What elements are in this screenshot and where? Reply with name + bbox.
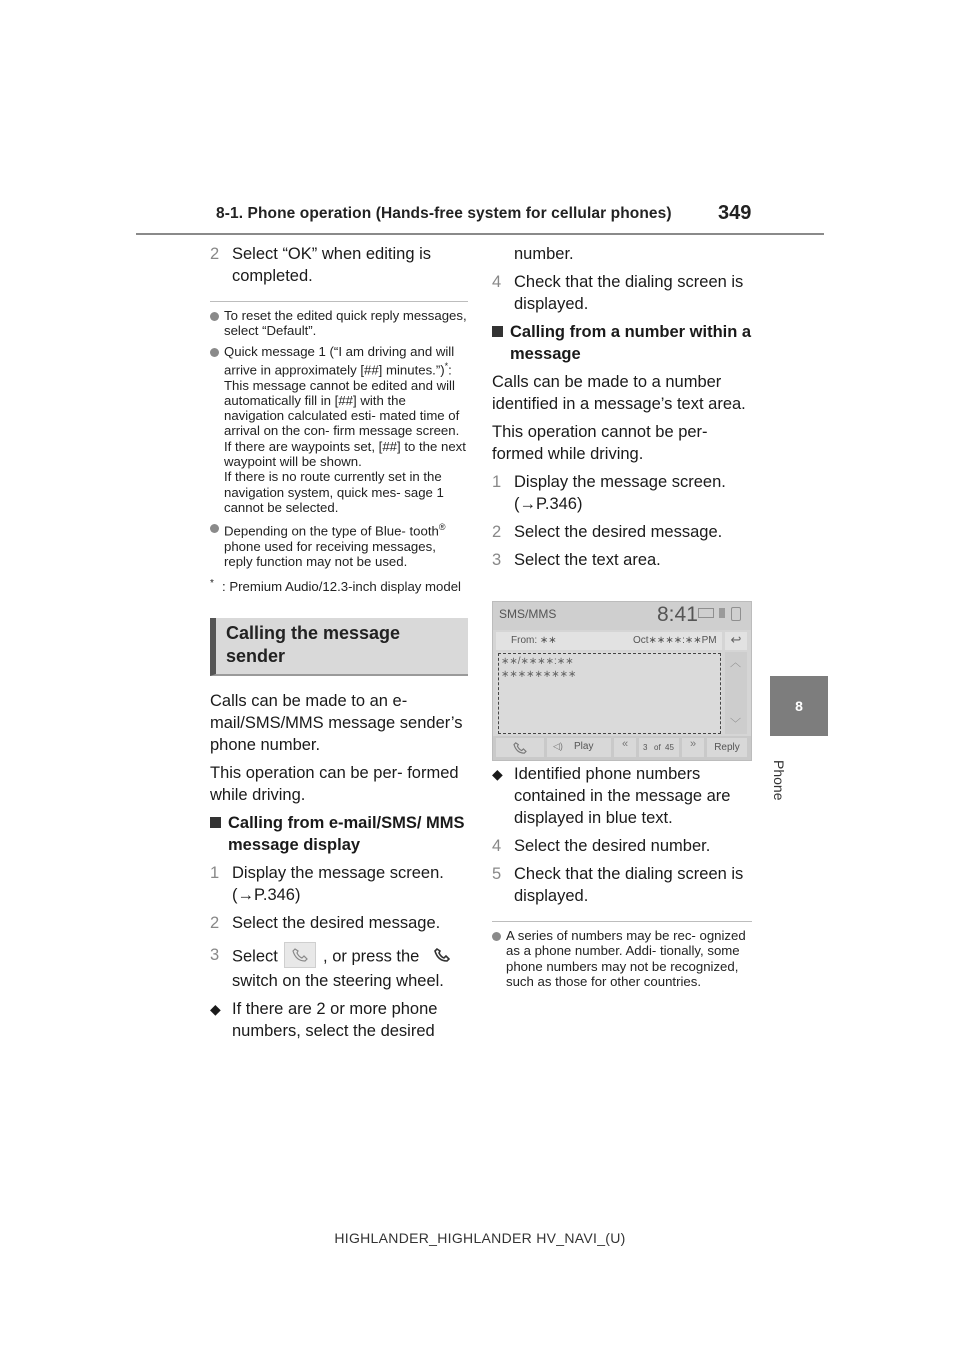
screen-time: 8:41 [657, 603, 698, 626]
notes-rule [492, 921, 752, 922]
footnote: * : Premium Audio/12.3-inch display model [210, 577, 461, 594]
previous-message-icon[interactable]: « [614, 738, 636, 757]
paragraph: This operation can be per- formed while driving. [210, 763, 459, 804]
reply-button[interactable]: Reply [707, 738, 747, 757]
scroll-up-icon[interactable]: ︿ [730, 657, 741, 669]
step-1: 1 Display the message screen. (→P.346) [492, 473, 726, 513]
step-text: Select “OK” when editing is completed. [232, 245, 432, 285]
next-message-icon[interactable]: » [682, 738, 704, 757]
page-number: 349 [718, 202, 752, 224]
paragraph: This operation cannot be per- formed while driving. [492, 423, 708, 463]
right-column [492, 243, 752, 577]
notes-rule [210, 301, 468, 302]
status-icon [698, 608, 714, 618]
section-heading: Calling the message sender [210, 618, 468, 676]
note-item: Quick message 1 (“I am driving and will arrive in approximately [##] minutes.”)*: This message cannot be edited and will automatically fill in [##] with the navigation calculated esti- mated time of arrival on the con- firm message screen. If there are waypoints set, [##] to the next waypoint will be shown. If there is no route currently set in the navigation system, quick mes- sage 1 cannot be selected. [210, 344, 468, 516]
phone-icon [284, 942, 316, 968]
steering-phone-switch-icon [426, 942, 458, 968]
message-screen-illustration [492, 601, 752, 761]
right-column-lower [492, 763, 752, 994]
step-4: 4 Check that the dialing screen is displayed. [492, 273, 744, 313]
document-footer: HIGHLANDER_HIGHLANDER HV_NAVI_(U) [334, 1230, 626, 1246]
note-item: Depending on the type of Blue- tooth® phone used for receiving messages, reply function may not be used. [210, 520, 468, 569]
message-page-indicator: 3 of 45 [639, 738, 679, 757]
message-from: From: ∗∗ [511, 635, 557, 646]
step-5: 5 Check that the dialing screen is displayed. [492, 865, 744, 905]
step-2: 2 Select the desired message. [210, 913, 441, 932]
step-number: 2 [210, 245, 220, 263]
diamond-bullet-icon: ◆ [210, 1000, 221, 1017]
play-button[interactable]: ◁) Play [547, 738, 611, 757]
chapter-label: Phone [771, 760, 787, 801]
step-2: 2 Select the desired message. [492, 523, 723, 541]
continued-text: number. [514, 245, 574, 263]
square-bullet-icon [210, 817, 221, 828]
message-date: Oct∗∗∗∗:∗∗PM [633, 635, 717, 646]
step-2 [210, 243, 468, 287]
step-4: 4 Select the desired number. [492, 837, 711, 855]
header-rule [136, 233, 824, 235]
scroll-down-icon[interactable]: ﹀ [730, 718, 741, 730]
square-bullet-icon [492, 326, 503, 337]
chapter-tab [770, 676, 828, 736]
bullet-dot-icon [210, 348, 219, 357]
bullet-dot-icon [492, 932, 501, 941]
left-column [210, 243, 468, 1048]
note-item: To reset the edited quick reply messages, select “Default”. [210, 308, 468, 339]
subheading: Calling from a number within a message [492, 321, 752, 365]
phone-icon [513, 742, 527, 754]
call-button[interactable] [496, 738, 544, 757]
subheading: Calling from e-mail/SMS/ MMS message display [210, 812, 468, 856]
chapter-side-label [760, 760, 800, 800]
step-3: 3 Select , or press the switch on the steering wheel. [210, 944, 468, 992]
back-icon[interactable]: ↩ [725, 632, 747, 650]
step-3: 3 Select the text area. [492, 551, 661, 569]
paragraph: Calls can be made to a number identified in a message’s text area. [492, 373, 746, 413]
paragraph: Calls can be made to an e-mail/SMS/MMS message sender’s phone number. [210, 691, 463, 754]
message-body-line: ∗∗∗∗∗∗∗∗∗ [501, 669, 577, 680]
diamond-bullet-icon: ◆ [492, 766, 503, 782]
message-body-line: ∗∗/∗∗∗∗:∗∗ [501, 656, 574, 667]
bullet-item: ◆ If there are 2 or more phone numbers, select the desired [210, 999, 438, 1040]
bullet-dot-icon [210, 312, 219, 321]
step-1: 1 Display the message screen. (→P.346) [210, 863, 444, 904]
bullet-item: ◆ Identified phone numbers contained in the message are displayed in blue text. [492, 765, 731, 827]
battery-icon [731, 607, 741, 621]
play-icon: ◁) [553, 741, 563, 751]
bullet-dot-icon [210, 524, 219, 533]
screen-title: SMS/MMS [499, 607, 557, 621]
chapter-number: 8 [795, 698, 803, 714]
note-item: A series of numbers may be rec- ognized as a phone number. Addi- tionally, some phone numbers may not be recognized, such as those for other countries. [492, 928, 752, 989]
section-title: 8-1. Phone operation (Hands-free system for cellular phones) [216, 205, 672, 222]
lock-icon [719, 608, 725, 618]
